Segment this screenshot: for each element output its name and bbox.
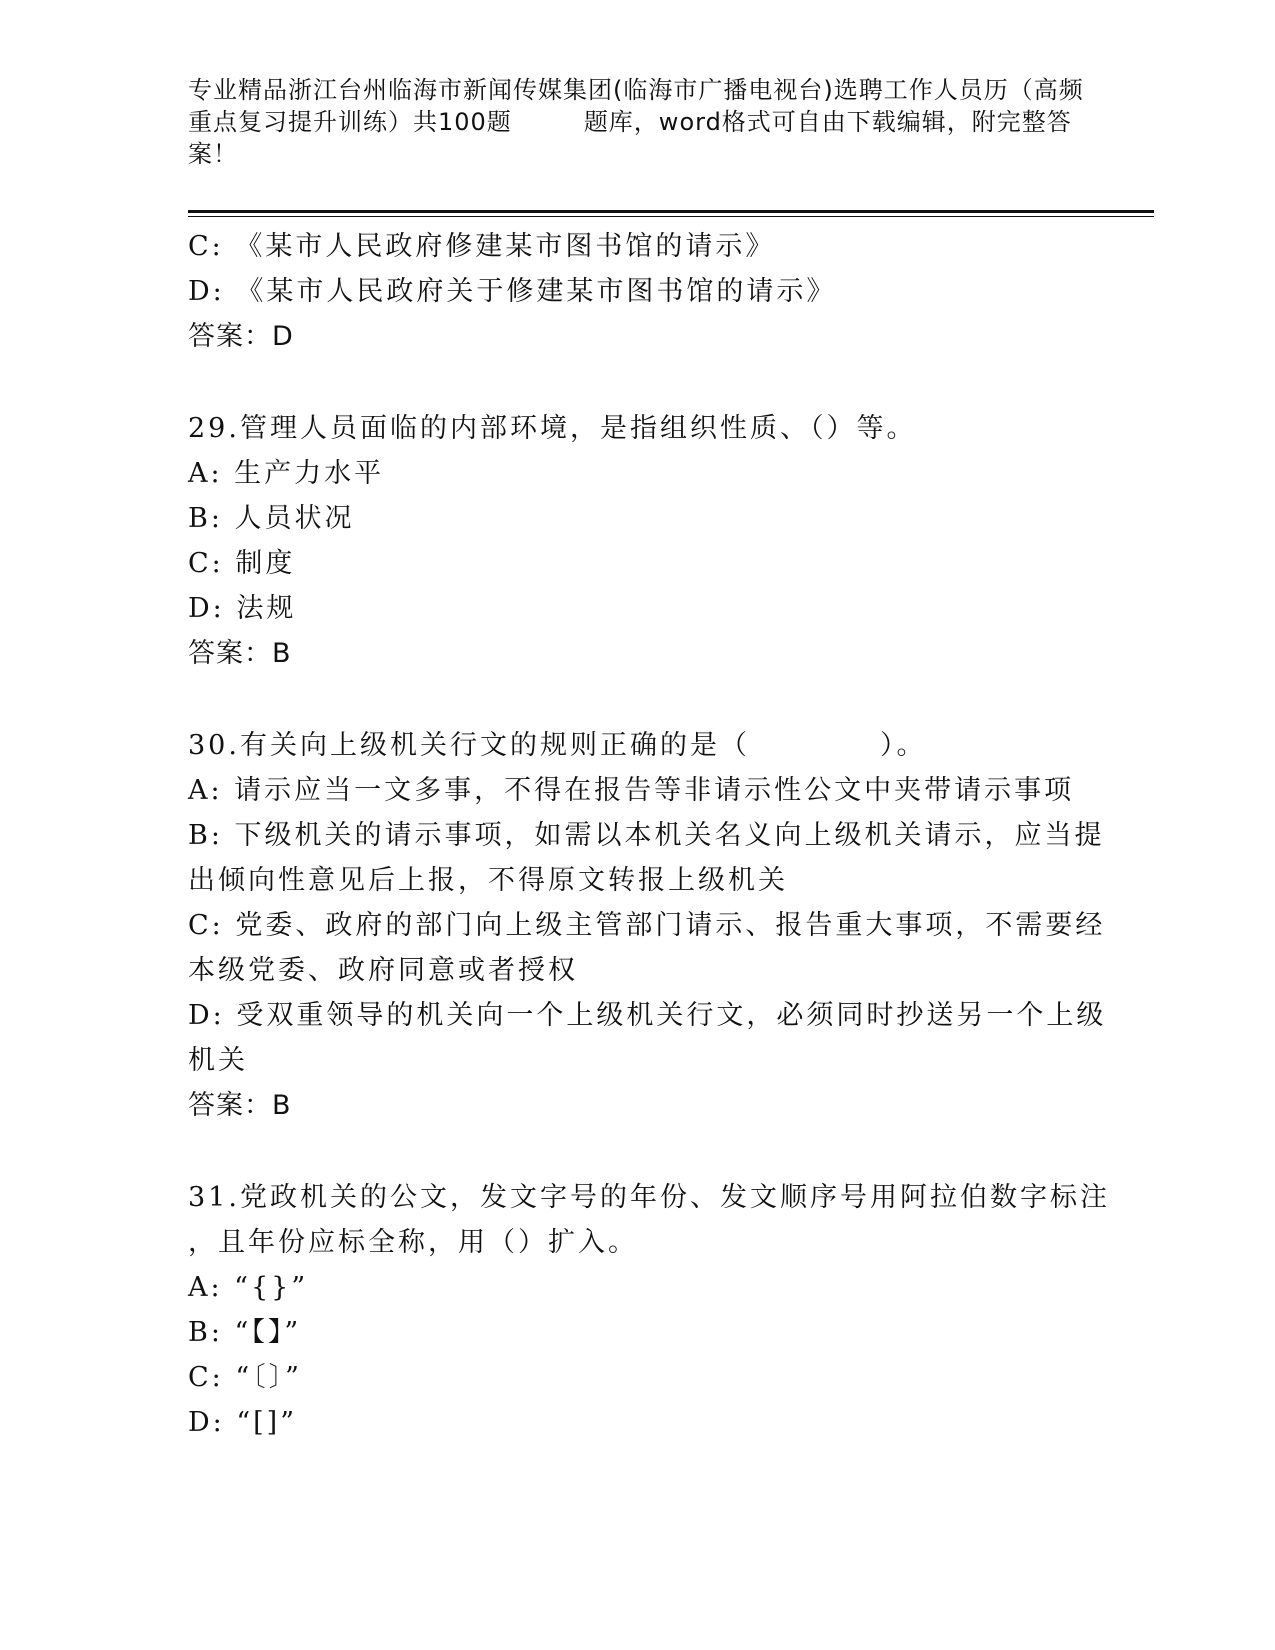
- q30-option-d-line-1: D: 受双重领导的机关向一个上级机关行文，必须同时抄送另一个上级: [188, 1000, 1107, 1031]
- question-29: [188, 406, 1088, 676]
- q28-answer: 答案：D: [188, 321, 294, 352]
- q30-option-c-line-2: 本级党委、政府同意或者授权: [188, 955, 578, 986]
- question-30: [188, 723, 1107, 1128]
- q30-option-a: A: 请示应当一文多事，不得在报告等非请示性公文中夹带请示事项: [188, 775, 1075, 806]
- q29-option-d: D: 法规: [188, 593, 297, 624]
- header-line-1: 专业精品浙江台州临海市新闻传媒集团(临海市广播电视台)选聘工作人员历（高频: [188, 76, 1084, 104]
- header-line-3: 案！: [188, 140, 238, 168]
- q28-option-d: D: 《某市人民政府关于修建某市图书馆的请示》: [188, 276, 837, 307]
- q30-option-b-line-1: B: 下级机关的请示事项，如需以本机关名义向上级机关请示，应当提: [188, 820, 1105, 851]
- question-31: [188, 1175, 1110, 1445]
- header-line-2-part-a: 重点复习提升训练）共100题: [188, 108, 512, 136]
- q29-stem: 29.管理人员面临的内部环境，是指组织性质、（）等。: [188, 413, 917, 444]
- header-line-2-part-b: 题库，word格式可自由下载编辑，附完整答: [583, 108, 1072, 136]
- q31-stem-line-1: 31.党政机关的公文，发文字号的年份、发文顺序号用阿拉伯数字标注: [188, 1182, 1110, 1213]
- q30-stem-part-a: 30.有关向上级机关行文的规则正确的是（: [188, 730, 750, 761]
- header-divider-thick: [188, 210, 1154, 213]
- q29-answer: 答案：B: [188, 638, 292, 669]
- q30-stem-part-b: ）。: [879, 730, 927, 761]
- q29-option-a: A: 生产力水平: [188, 458, 385, 489]
- q31-option-b: B: “【】”: [188, 1317, 302, 1348]
- q28-option-c: C: 《某市人民政府修建某市图书馆的请示》: [188, 231, 776, 262]
- q31-option-a: A: “{}”: [188, 1272, 309, 1303]
- q31-option-d: D: “[]”: [188, 1407, 298, 1438]
- question-list: [188, 224, 1110, 1445]
- q30-answer: 答案：B: [188, 1090, 292, 1121]
- q31-stem-line-2: ，且年份应标全称，用（）扩入。: [188, 1227, 638, 1258]
- q30-option-d-line-2: 机关: [188, 1045, 248, 1076]
- question-28: [188, 224, 1088, 359]
- q30-option-c-line-1: C: 党委、政府的部门向上级主管部门请示、报告重大事项，不需要经: [188, 910, 1106, 941]
- q29-option-c: C: 制度: [188, 548, 296, 579]
- header-divider-thin: [188, 216, 1154, 217]
- q31-option-c: C: “〔〕”: [188, 1362, 302, 1393]
- q29-option-b: B: 人员状况: [188, 503, 355, 534]
- document-header: [188, 74, 1088, 170]
- q30-stem: [188, 723, 1088, 768]
- q30-option-b-line-2: 出倾向性意见后上报，不得原文转报上级机关: [188, 865, 788, 896]
- header-line-2: [188, 106, 1088, 138]
